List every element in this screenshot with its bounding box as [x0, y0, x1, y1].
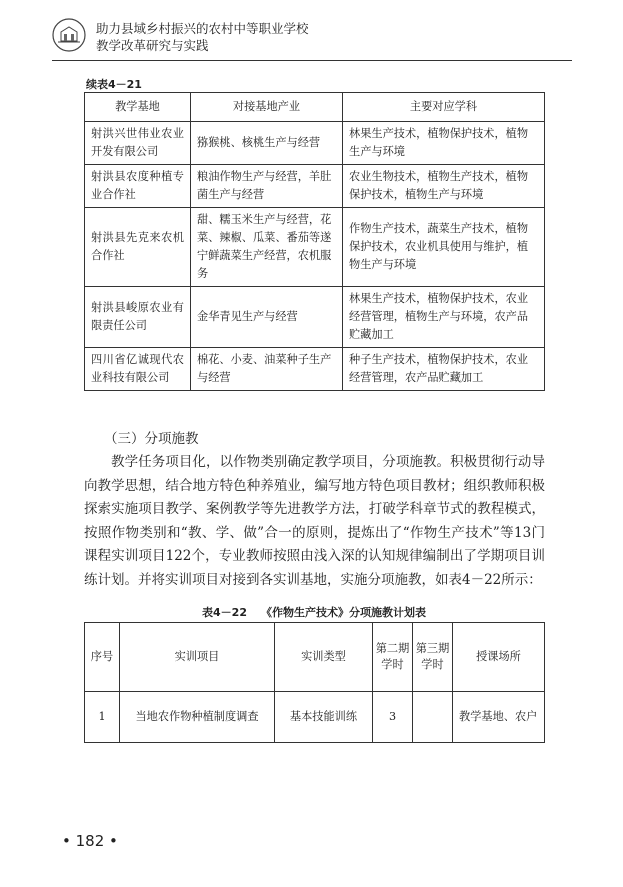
- row-type: 基本技能训练: [275, 692, 373, 743]
- base-name: 射洪兴世伟业农业开发有限公司: [85, 122, 191, 165]
- subjects: 作物生产技术，蔬菜生产技术，植物保护技术，农业机具使用与维护，植物生产与环境: [343, 208, 545, 287]
- subjects: 林果生产技术，植物保护技术，植物生产与环境: [343, 122, 545, 165]
- subjects: 种子生产技术，植物保护技术，农业经营管理，农产品贮藏加工: [343, 348, 545, 391]
- industry: 棉花、小麦、油菜种子生产与经营: [191, 348, 343, 391]
- row-venue: 教学基地、农户: [453, 692, 545, 743]
- subjects: 农业生物技术，植物生产技术，植物保护技术，植物生产与环境: [343, 165, 545, 208]
- row-term2-hours: 3: [373, 692, 413, 743]
- table-row: [85, 287, 545, 348]
- col-header-subjects: 主要对应学科: [343, 93, 545, 122]
- table2-caption-title: 《作物生产技术》分项施教计划表: [260, 606, 426, 619]
- table-header-row: [85, 93, 545, 122]
- school-building-icon: [52, 18, 86, 52]
- col-header-industry: 对接基地产业: [191, 93, 343, 122]
- col-header-term3-hours: 第三期学时: [413, 623, 453, 692]
- subjects: 林果生产技术，植物保护技术，农业经营管理，植物生产与环境，农产品贮藏加工: [343, 287, 545, 348]
- col-header-venue: 授课场所: [453, 623, 545, 692]
- page-header: [52, 16, 572, 62]
- running-header-title: [96, 20, 309, 54]
- col-header-type: 实训类型: [275, 623, 373, 692]
- table-row: [85, 122, 545, 165]
- section-heading: （三）分项施教: [104, 431, 199, 447]
- header-title-line1: 助力县域乡村振兴的农村中等职业学校: [96, 21, 309, 36]
- table2-caption: [84, 604, 544, 620]
- industry: 甜、糯玉米生产与经营，花菜、辣椒、瓜菜、番茄等遂宁鲜蔬菜生产经营，农机服务: [191, 208, 343, 287]
- table-header-row: [85, 623, 545, 692]
- table-row: [85, 208, 545, 287]
- col-header-no: 序号: [85, 623, 120, 692]
- table2-caption-number: 表4－22: [202, 606, 247, 619]
- page-number: • 182 •: [62, 832, 118, 850]
- base-name: 射洪县先克来农机合作社: [85, 208, 191, 287]
- teaching-base-table: [84, 92, 545, 391]
- table1-caption: 续表4－21: [86, 78, 142, 91]
- table-row: [85, 692, 545, 743]
- industry: 金华青见生产与经营: [191, 287, 343, 348]
- header-rule: [52, 60, 572, 61]
- industry: 猕猴桃、核桃生产与经营: [191, 122, 343, 165]
- col-header-base: 教学基地: [85, 93, 191, 122]
- industry: 粮油作物生产与经营，羊肚菌生产与经营: [191, 165, 343, 208]
- row-no: 1: [85, 692, 120, 743]
- header-title-line2: 教学改革研究与实践: [96, 38, 209, 53]
- table-row: [85, 165, 545, 208]
- col-header-term2-hours: 第二期学时: [373, 623, 413, 692]
- project-plan-table: [84, 622, 545, 743]
- base-name: 射洪县峻原农业有限责任公司: [85, 287, 191, 348]
- table-row: [85, 348, 545, 391]
- row-term3-hours: [413, 692, 453, 743]
- col-header-project: 实训项目: [120, 623, 275, 692]
- base-name: 射洪县农度种植专业合作社: [85, 165, 191, 208]
- row-project: 当地农作物种植制度调查: [120, 692, 275, 743]
- body-paragraph: 教学任务项目化，以作物类别确定教学项目，分项施教。积极贯彻行动导向教学思想，结合地方特色种养殖业，编写地方特色项目教材；组织教师积极探索实施项目教学、案例教学等先进教学方法，打破学科章节式的教程模式，按照作物类别和“教、学、做”合一的原则，提炼出了“作物生产技术”等13门课程实训项目122个，专业教师按照由浅入深的认知规律编制出了学期项目训练计划。并将实训项目对接到各实训基地，实施分项施教，如表4－22所示：: [84, 454, 545, 588]
- base-name: 四川省亿诚现代农业科技有限公司: [85, 348, 191, 391]
